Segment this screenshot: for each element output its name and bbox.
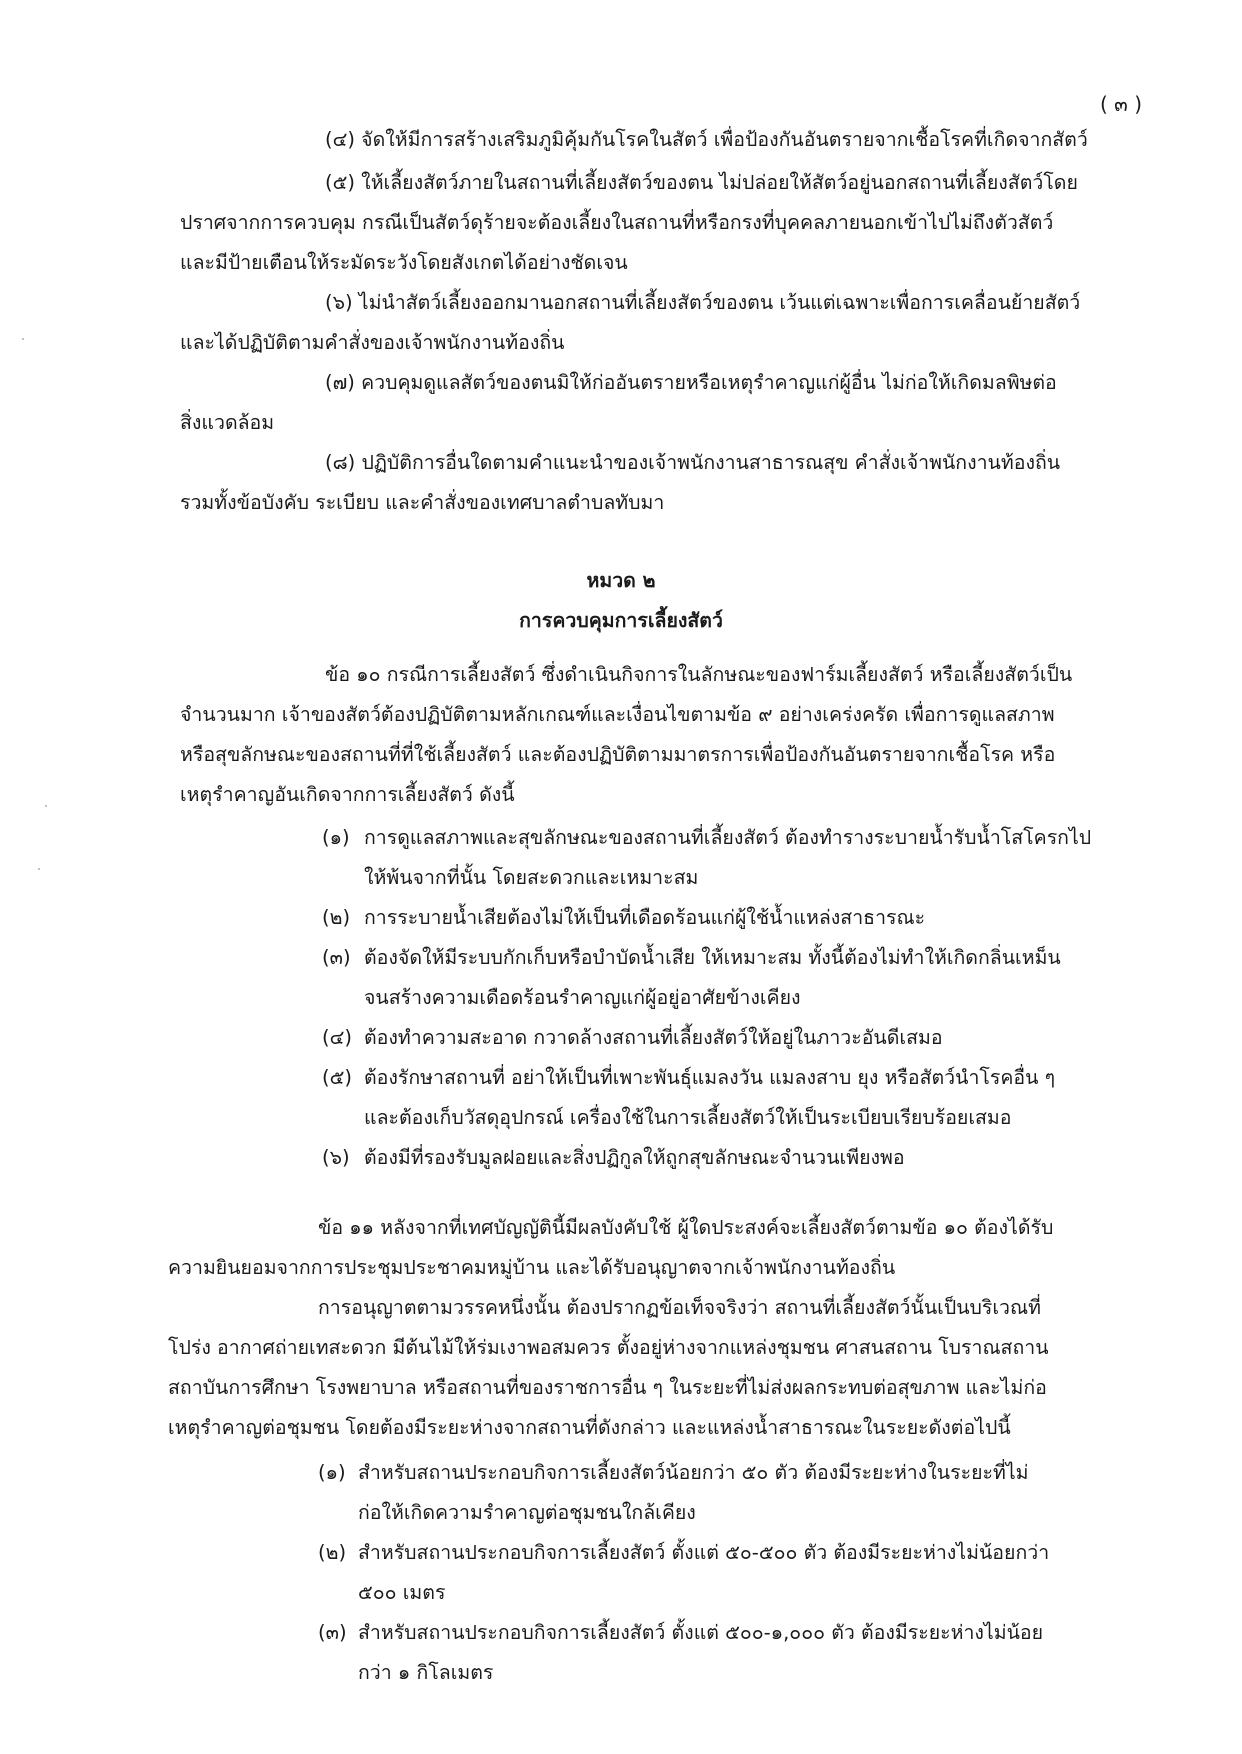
item-5-line-1: (๕) ให้เลี้ยงสัตว์ภายในสถานที่เลี้ยงสัตว์ของตน ไม่ปล่อยให้สัตว์อยู่นอกสถานที่เลี้ยงสัตว์โดย (325, 171, 1078, 194)
clause11-item-2-text-1: สำหรับสถานประกอบกิจการเลี้ยงสัตว์ ตั้งแต่ ๕๐-๕๐๐ ตัว ต้องมีระยะห่างไม่น้อยกว่า (358, 1541, 1050, 1564)
clause11-line-1: ข้อ ๑๑ หลังจากที่เทศบัญญัตินี้มีผลบังคับใช้ ผู้ใดประสงค์จะเลี้ยงสัตว์ตามข้อ ๑๐ ต้องได้รับ (318, 1216, 1054, 1239)
clause10-item-3-marker: (๓) (322, 946, 351, 969)
clause10-line-3: หรือสุขลักษณะของสถานที่ที่ใช้เลี้ยงสัตว์ และต้องปฏิบัติตามมาตรการเพื่อป้องกันอันตรายจากเชื้อโรค หรือ (180, 743, 1056, 766)
clause10-item-1-marker: (๑) (322, 826, 350, 849)
clause11-item-1-marker: (๑) (318, 1461, 346, 1484)
clause11-item-2-marker: (๒) (318, 1541, 347, 1564)
item-7-line-1: (๗) ควบคุมดูแลสัตว์ของตนมิให้ก่ออันตรายหรือเหตุรำคาญแก่ผู้อื่น ไม่ก่อให้เกิดมลพิษต่อ (325, 371, 1057, 394)
clause11-para2-line-1: การอนุญาตตามวรรคหนึ่งนั้น ต้องปรากฏข้อเท็จจริงว่า สถานที่เลี้ยงสัตว์นั้นเป็นบริเวณที่ (318, 1296, 1041, 1319)
item-8-line-2: รวมทั้งข้อบังคับ ระเบียบ และคำสั่งของเทศบาลตำบลทับมา (180, 491, 665, 514)
clause10-item-6-marker: (๖) (322, 1146, 350, 1169)
clause11-para2-line-4: เหตุรำคาญต่อชุมชน โดยต้องมีระยะห่างจากสถานที่ดังกล่าว และแหล่งน้ำสาธารณะในระยะดังต่อไปนี้ (168, 1416, 1011, 1439)
clause11-item-3-text-2: กว่า ๑ กิโลเมตร (358, 1661, 494, 1684)
clause10-item-3-text-2: จนสร้างความเดือดร้อนรำคาญแก่ผู้อยู่อาศัยข้างเคียง (364, 986, 801, 1009)
chapter-number: หมวด ๒ (586, 569, 656, 592)
page-number: ( ๓ ) (1100, 92, 1142, 116)
clause10-item-5-text-1: ต้องรักษาสถานที่ อย่าให้เป็นที่เพาะพันธุ์แมลงวัน แมลงสาบ ยุง หรือสัตว์นำโรคอื่น ๆ (364, 1066, 1056, 1089)
clause10-item-4-marker: (๔) (322, 1026, 352, 1049)
clause11-item-3-marker: (๓) (318, 1621, 347, 1644)
clause11-line-2: ความยินยอมจากการประชุมประชาคมหมู่บ้าน และได้รับอนุญาตจากเจ้าพนักงานท้องถิ่น (168, 1256, 896, 1279)
chapter-title: การควบคุมการเลี้ยงสัตว์ (519, 609, 723, 632)
item-5-line-3: และมีป้ายเตือนให้ระมัดระวังโดยสังเกตได้อย่างชัดเจน (180, 251, 628, 274)
clause10-item-1-text-1: การดูแลสภาพและสุขลักษณะของสถานที่เลี้ยงสัตว์ ต้องทำรางระบายน้ำรับน้ำโสโครกไป (364, 826, 1092, 849)
clause10-line-1: ข้อ ๑๐ กรณีการเลี้ยงสัตว์ ซึ่งดำเนินกิจการในลักษณะของฟาร์มเลี้ยงสัตว์ หรือเลี้ยงสัตว์เป็น (325, 663, 1073, 686)
clause10-item-2-marker: (๒) (322, 906, 351, 929)
clause11-item-1-text-2: ก่อให้เกิดความรำคาญต่อชุมชนใกล้เคียง (358, 1501, 696, 1524)
clause10-item-5-marker: (๕) (322, 1066, 352, 1089)
scan-speck (45, 805, 47, 807)
clause10-item-5-text-2: และต้องเก็บวัสดุอุปกรณ์ เครื่องใช้ในการเลี้ยงสัตว์ให้เป็นระเบียบเรียบร้อยเสมอ (364, 1106, 1012, 1129)
clause10-item-1-text-2: ให้พ้นจากที่นั้น โดยสะดวกและเหมาะสม (364, 866, 699, 889)
clause11-item-3-text-1: สำหรับสถานประกอบกิจการเลี้ยงสัตว์ ตั้งแต่ ๕๐๐-๑,๐๐๐ ตัว ต้องมีระยะห่างไม่น้อย (358, 1621, 1044, 1644)
clause11-item-1-text-1: สำหรับสถานประกอบกิจการเลี้ยงสัตว์น้อยกว่า ๕๐ ตัว ต้องมีระยะห่างในระยะที่ไม่ (358, 1461, 1029, 1484)
clause10-line-2: จำนวนมาก เจ้าของสัตว์ต้องปฏิบัติตามหลักเกณฑ์และเงื่อนไขตามข้อ ๙ อย่างเคร่งครัด เพื่อการดูแลสภาพ (180, 703, 1055, 726)
scan-speck (22, 338, 24, 340)
clause11-para2-line-3: สถาบันการศึกษา โรงพยาบาล หรือสถานที่ของราชการอื่น ๆ ในระยะที่ไม่ส่งผลกระทบต่อสุขภาพ และไม่ก่อ (168, 1376, 1047, 1399)
clause10-item-4-text-1: ต้องทำความสะอาด กวาดล้างสถานที่เลี้ยงสัตว์ให้อยู่ในภาวะอันดีเสมอ (364, 1026, 943, 1049)
item-8-line-1: (๘) ปฏิบัติการอื่นใดตามคำแนะนำของเจ้าพนักงานสาธารณสุข คำสั่งเจ้าพนักงานท้องถิ่น (325, 451, 1061, 474)
item-7-line-2: สิ่งแวดล้อม (180, 411, 275, 434)
clause11-para2-line-2: โปร่ง อากาศถ่ายเทสะดวก มีต้นไม้ให้ร่มเงาพอสมควร ตั้งอยู่ห่างจากแหล่งชุมชน ศาสนสถาน โบราณสถาน (168, 1336, 1049, 1359)
item-4-line-1: (๔) จัดให้มีการสร้างเสริมภูมิคุ้มกันโรคในสัตว์ เพื่อป้องกันอันตรายจากเชื้อโรคที่เกิดจากสัตว์ (325, 128, 1088, 151)
scan-speck (38, 868, 40, 870)
clause10-line-4: เหตุรำคาญอันเกิดจากการเลี้ยงสัตว์ ดังนี้ (180, 783, 515, 806)
clause10-item-3-text-1: ต้องจัดให้มีระบบกักเก็บหรือบำบัดน้ำเสีย ให้เหมาะสม ทั้งนี้ต้องไม่ทำให้เกิดกลิ่นเหม็น (364, 946, 1061, 969)
item-6-line-2: และได้ปฏิบัติตามคำสั่งของเจ้าพนักงานท้องถิ่น (180, 331, 565, 354)
clause10-item-6-text-1: ต้องมีที่รองรับมูลฝอยและสิ่งปฏิกูลให้ถูกสุขลักษณะจำนวนเพียงพอ (364, 1146, 905, 1169)
clause11-item-2-text-2: ๕๐๐ เมตร (358, 1581, 446, 1604)
item-6-line-1: (๖) ไม่นำสัตว์เลี้ยงออกมานอกสถานที่เลี้ยงสัตว์ของตน เว้นแต่เฉพาะเพื่อการเคลื่อนย้ายสัตว์ (325, 291, 1081, 314)
clause10-item-2-text-1: การระบายน้ำเสียต้องไม่ให้เป็นที่เดือดร้อนแก่ผู้ใช้น้ำแหล่งสาธารณะ (364, 906, 926, 929)
item-5-line-2: ปราศจากการควบคุม กรณีเป็นสัตว์ดุร้ายจะต้องเลี้ยงในสถานที่หรือกรงที่บุคคลภายนอกเข้าไปไม่ถึงตัวสัตว์ (180, 211, 1054, 234)
